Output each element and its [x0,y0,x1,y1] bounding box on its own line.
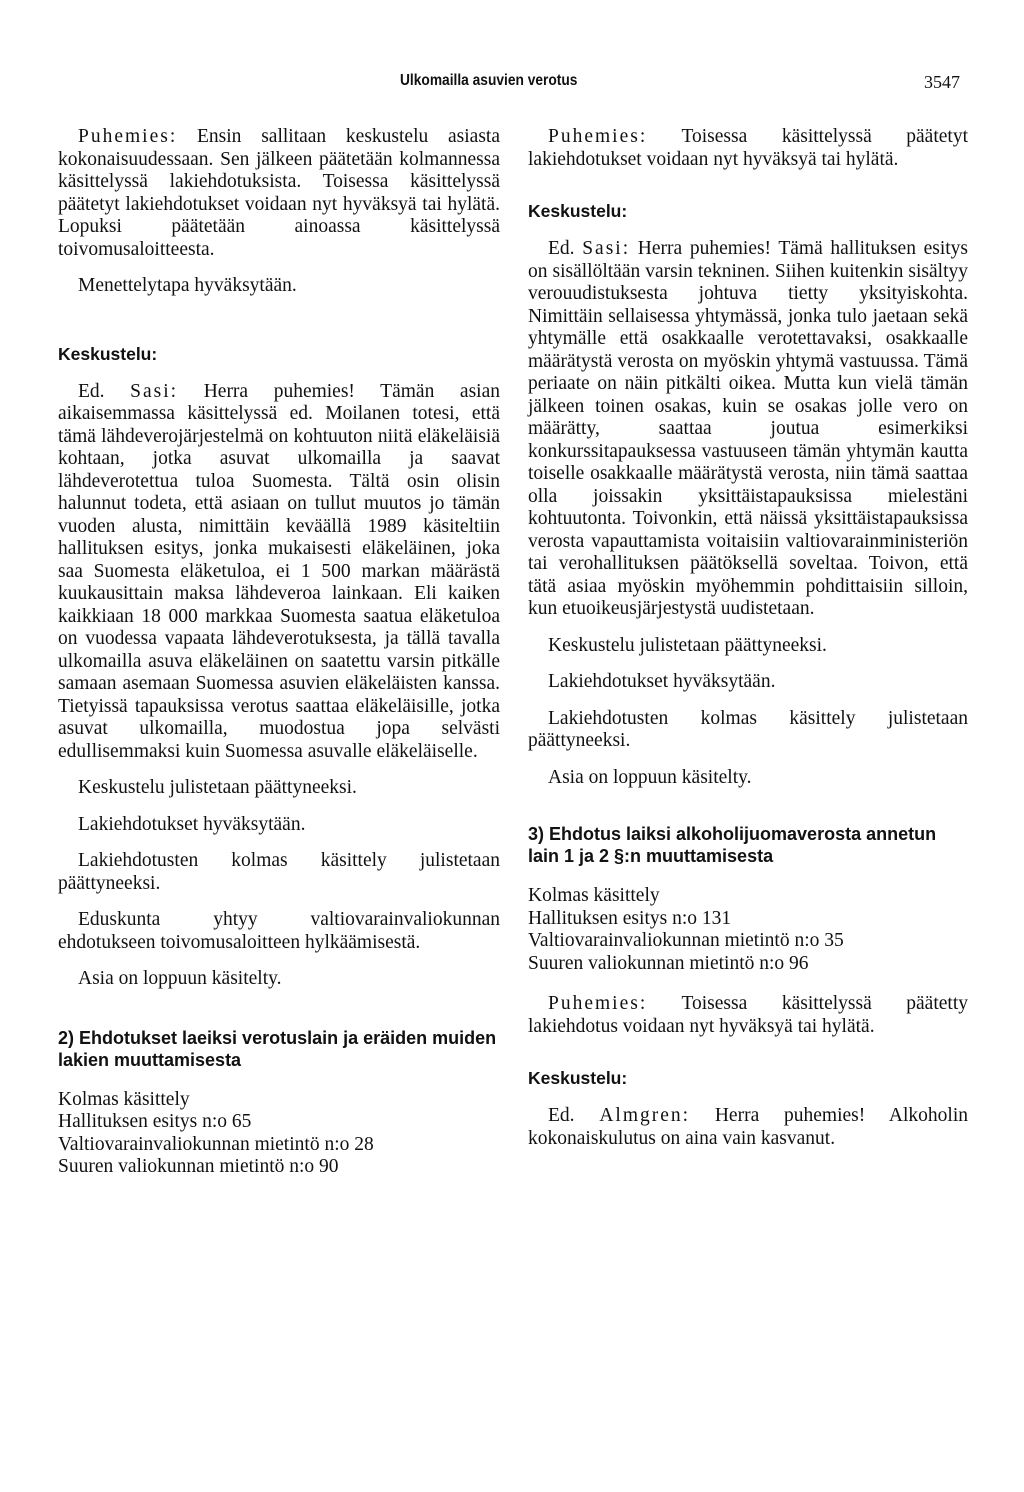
paragraph: Asia on loppuun käsitelty. [548,766,752,788]
speaker-name: Puhemies: [548,993,648,1014]
detail-line: Kolmas käsittely [528,885,660,906]
paragraph: Lakiehdotusten kolmas käsittely julistetaan päättyneeksi. [58,850,500,894]
paragraph: Lakiehdotukset hyväksytään. [78,813,306,835]
detail-line: Kolmas käsittely [58,1088,190,1110]
paragraph: Lakiehdotusten kolmas käsittely julistetaan päättyneeksi. [528,707,968,751]
running-title: Ulkomailla asuvien verotus [400,72,578,89]
paragraph-text: Ensin sallitaan keskustelu asiasta kokonaisuudessaan. Sen jälkeen päätetään kolmannessa käsittelyssä lakiehdotuksista. Toisessa käsittelyssä päätetyt lakiehdotukset voidaan nyt hyväksyä tai hylätä. Lopuksi päätetään ainoassa käsittelyssä toivomusaloitteesta. [58,126,500,260]
page-header [0,68,1024,98]
paragraph-speaker-statement [528,993,968,1038]
agenda-item-title: 2) Ehdotukset laeiksi verotuslain ja eräiden muiden lakien muuttamisesta [58,1027,497,1070]
paragraph-speaker-statement [58,381,500,764]
paragraph: Keskustelu julistetaan päättyneeksi. [548,634,827,656]
paragraph-text: Toisessa käsittelyssä päätetyt lakiehdotukset voidaan nyt hyväksyä tai hylätä. [528,126,968,170]
detail-line: Valtiovarainvaliokunnan mietintö n:o 35 [528,930,844,951]
paragraph: Asia on loppuun käsitelty. [78,968,282,989]
detail-line: Valtiovarainvaliokunnan mietintö n:o 28 [58,1133,374,1155]
paragraph-text: Herra puhemies! Tämän asian aikaisemmassa käsittelyssä ed. Moilanen totesi, että tämä lähdeverojärjestelmä on kohtuuton niitä eläkeläisiä kohtaan, jotka asuvat ulkomailla ja saavat lähdeverotettua tuloa Suomesta. Tältä osin olisin halunnut todeta, että asiaan on tullut muutos jo tämän vuoden alusta, nimittäin keväällä 1989 käsiteltiin hallituksen esitys, jonka mukaisesti eläkeläinen, joka saa Suomesta eläketuloa, ei 1 500 markan määrästä kuukausittain maksa lähdeveroa lainkaan. Eli kaiken kaikkiaan 18 000 markkaa Suomesta saatua eläketuloa on vuodessa vapaata lähdeverotuksesta, ja tällä tavalla ulkomailla asuva eläkeläinen on saatettu varsin pitkälle samaan asemaan Suomessa asuvien eläkeläisten kanssa. Tietyissä tapauksissa verotus saattaa eläkeläisille, jotka asuvat ulkomailla, muodostua jopa selvästi edullisemmaksi kuin Suomessa asuvalle eläkeläiselle. [58,380,500,762]
speaker-prefix: Ed. [548,1105,575,1126]
detail-line: Suuren valiokunnan mietintö n:o 96 [528,952,809,974]
page-number: 3547 [924,72,960,92]
speaker-name: Sasi: [582,238,631,259]
paragraph-text: Toisessa käsittelyssä päätetty lakiehdotus voidaan nyt hyväksyä tai hylätä. [528,993,968,1037]
paragraph-speaker-statement [528,238,968,621]
section-subheading: Keskustelu: [58,343,158,364]
agenda-item-details [58,1089,500,1179]
detail-line: Hallituksen esitys n:o 131 [528,907,732,929]
right-column [528,126,968,1164]
agenda-item-title: 3) Ehdotus laiksi alkoholijuomaverosta annetun lain 1 ja 2 §:n muuttamisesta [528,824,937,866]
paragraph-speaker-statement [528,1105,968,1150]
agenda-item-details [528,885,968,975]
section-subheading: Keskustelu: [528,1068,628,1088]
speaker-prefix: Ed. [548,238,575,259]
speaker-prefix: Ed. [78,380,105,402]
speaker-name: Puhemies: [78,126,178,147]
paragraph: Menettelytapa hyväksytään. [78,275,297,296]
detail-line: Hallituksen esitys n:o 65 [58,1111,252,1132]
paragraph-text: Herra puhemies! Alkoholin kokonaiskulutus on aina vain kasvanut. [528,1105,969,1149]
paragraph-speaker-statement [58,126,500,261]
speaker-name: Sasi: [130,380,179,402]
speaker-name: Puhemies: [548,126,648,147]
left-column [58,126,500,1197]
detail-line: Suuren valiokunnan mietintö n:o 90 [58,1156,339,1177]
speaker-name: Almgren: [599,1105,691,1126]
paragraph-speaker-statement [528,126,968,171]
paragraph: Keskustelu julistetaan päättyneeksi. [78,777,357,798]
paragraph: Eduskunta yhtyy valtiovarainvaliokunnan ehdotukseen toivomusaloitteen hylkäämisestä. [58,909,500,953]
section-subheading: Keskustelu: [528,201,628,221]
paragraph-text: Herra puhemies! Tämä hallituksen esitys on sisällöltään varsin tekninen. Siihen kuitenkin sisältyy verouudistuksesta johtuva tietty yksityiskohta. Nimittäin sellaisessa yhtymässä, jonka tulo jaetaan sekä yhtymälle että osakkaalle verotettavaksi, osakkaalle määrätystä verosta on myöskin yhtymä vastuussa. Tämä periaate on näin pitkälti oikea. Mutta kun vielä tämän jälkeen toinen osakas, kuin se osakas jolle vero on määrätty, saattaa joutua esimerkiksi konkurssitapauksessa vastuuseen tämän yhtymän kautta toiselle osakkaalle määrätystä verosta, niin tämä saattaa olla joissakin yksittäistapauksissa mielestäni kohtuutonta. Toivonkin, että näissä yksittäistapauksissa verosta vapauttamista voitaisiin valtiovarainministeriön tai verohallituksen päätöksellä soveltaa. Toivon, että tätä asiaa myöskin myöhemmin pohdittaisiin silloin, kun etuoikeusjärjestystä uudistetaan. [528,238,969,619]
paragraph: Lakiehdotukset hyväksytään. [548,671,776,692]
